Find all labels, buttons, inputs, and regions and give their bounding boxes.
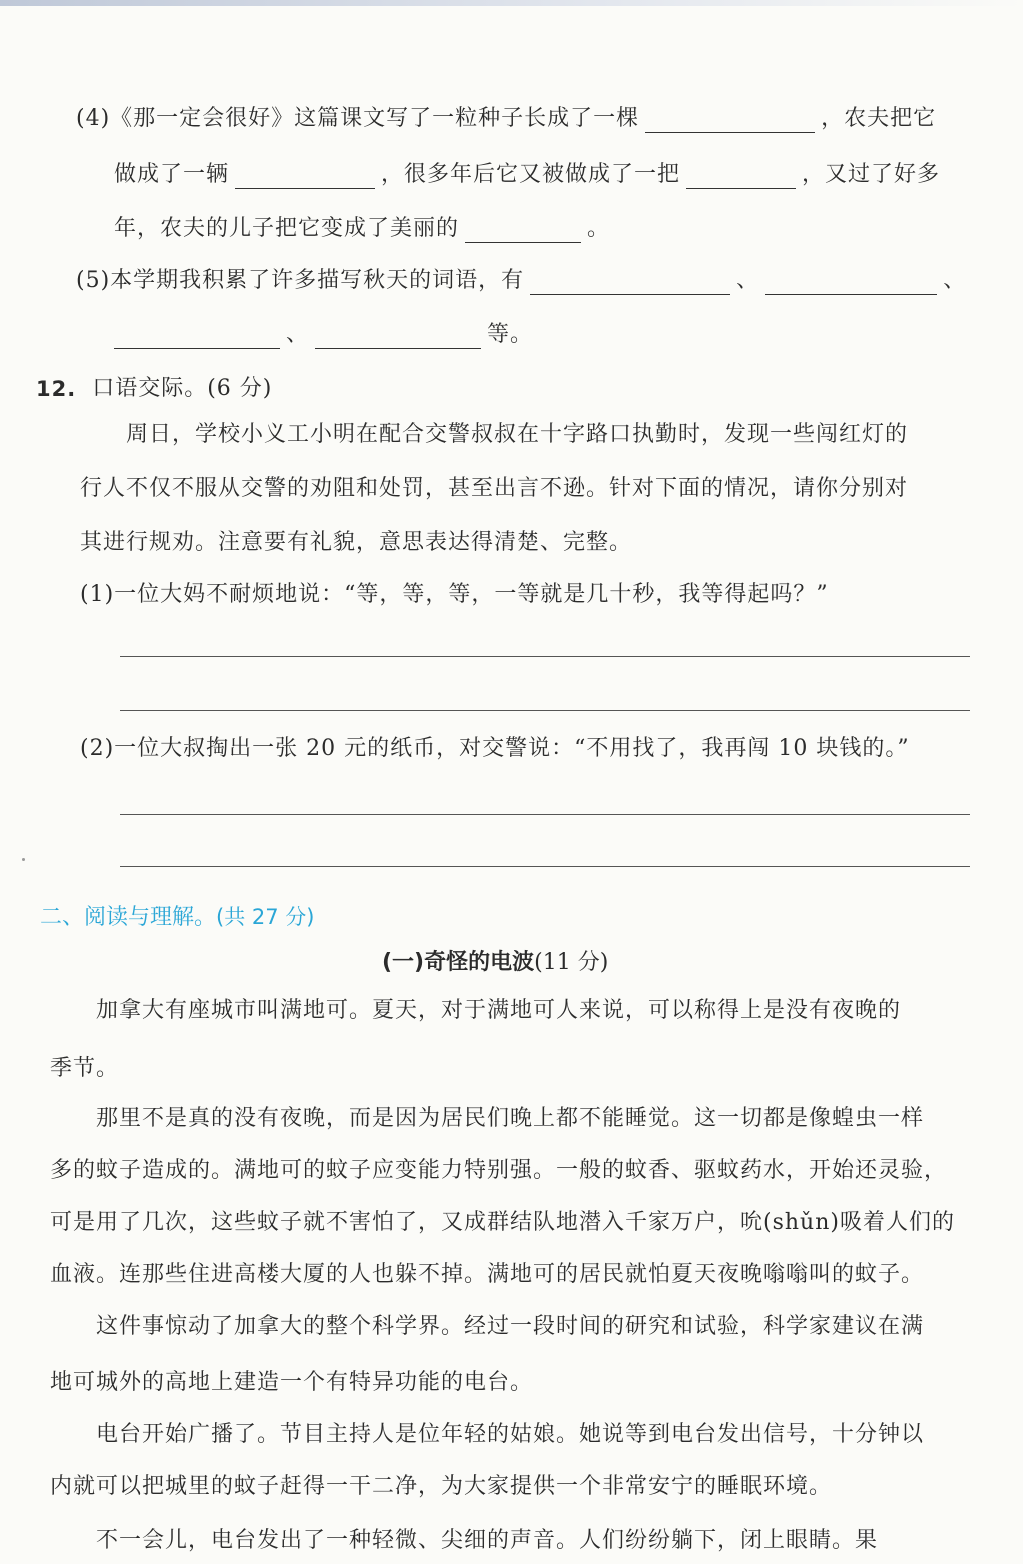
answer-blank-beautiful[interactable]: [465, 216, 581, 243]
q5-line-2: 、 等。: [114, 320, 533, 350]
passage-line: 地可城外的高地上建造一个有特异功能的电台。: [50, 1370, 534, 1395]
passage-line: 季节。: [50, 1056, 120, 1081]
answer-blank-word-1[interactable]: [530, 268, 730, 295]
q4-line-3: 年，农夫的儿子把它变成了美丽的 。: [114, 216, 611, 241]
passage-line: 不一会儿，电台发出了一种轻微、尖细的声音。人们纷纷躺下，闭上眼睛。果: [96, 1528, 879, 1553]
passage-line: 多的蚊子造成的。满地可的蚊子应变能力特别强。一般的蚊香、驱蚊药水，开始还灵验，: [50, 1158, 948, 1183]
answer-line-2a[interactable]: [120, 814, 970, 815]
q12-heading: 12. 口语交际。(6 分): [36, 376, 273, 401]
q4-line-2: 做成了一辆 ，很多年后它又被做成了一把 ，又过了好多: [114, 162, 941, 187]
passage-line: 这件事惊动了加拿大的整个科学界。经过一段时间的研究和试验，科学家建议在满: [96, 1314, 925, 1339]
q4-line-1: (4)《那一定会很好》这篇课文写了一粒种子长成了一棵 ，农夫把它: [76, 106, 937, 131]
answer-blank-word-3[interactable]: [114, 322, 280, 349]
section-2-heading: 二、阅读与理解。(共 27 分): [40, 905, 315, 930]
scan-edge: [0, 0, 1023, 6]
passage-line: 可是用了几次，这些蚊子就不害怕了，又成群结队地潜入千家万户，吮(shǔn)吸着人们的: [50, 1210, 955, 1235]
passage-line: 电台开始广播了。节目主持人是位年轻的姑娘。她说等到电台发出信号，十分钟以: [96, 1422, 925, 1447]
answer-line-1b[interactable]: [120, 710, 970, 711]
answer-blank-chair[interactable]: [686, 162, 796, 189]
answer-blank-cart[interactable]: [235, 162, 375, 189]
passage-line: 血液。连那些住进高楼大厦的人也躲不掉。满地可的居民就怕夏天夜晚嗡嗡叫的蚊子。: [50, 1262, 925, 1287]
q12-paragraph-line-2: 行人不仅不服从交警的劝阻和处罚，甚至出言不逊。针对下面的情况，请你分别对: [80, 476, 909, 501]
q5-line-1: (5)本学期我积累了许多描写秋天的词语，有 、 、: [76, 268, 967, 293]
answer-blank-tree[interactable]: [645, 106, 815, 133]
passage-line: 加拿大有座城市叫满地可。夏天，对于满地可人来说，可以称得上是没有夜晚的: [96, 998, 902, 1023]
q12-paragraph-line-1: 周日，学校小义工小明在配合交警叔叔在十字路口执勤时，发现一些闯红灯的: [126, 422, 909, 447]
q12-sub-question-2: (2)一位大叔掏出一张 20 元的纸币，对交警说：“不用找了，我再闯 10 块钱的。”: [80, 736, 910, 761]
q12-sub-question-1: (1)一位大妈不耐烦地说：“等，等，等，一等就是几十秒，我等得起吗？”: [80, 582, 829, 607]
answer-blank-word-4[interactable]: [315, 322, 481, 349]
passage-line: 那里不是真的没有夜晚，而是因为居民们晚上都不能睡觉。这一切都是像蝗虫一样: [96, 1106, 925, 1131]
scan-speck: [22, 858, 25, 861]
answer-blank-word-2[interactable]: [765, 268, 937, 295]
passage-title: (一)奇怪的电波(11 分): [382, 950, 609, 975]
q12-paragraph-line-3: 其进行规劝。注意要有礼貌，意思表达得清楚、完整。: [80, 530, 633, 555]
passage-line: 内就可以把城里的蚊子赶得一干二净，为大家提供一个非常安宁的睡眠环境。: [50, 1474, 833, 1499]
answer-line-2b[interactable]: [120, 866, 970, 867]
answer-line-1a[interactable]: [120, 656, 970, 657]
